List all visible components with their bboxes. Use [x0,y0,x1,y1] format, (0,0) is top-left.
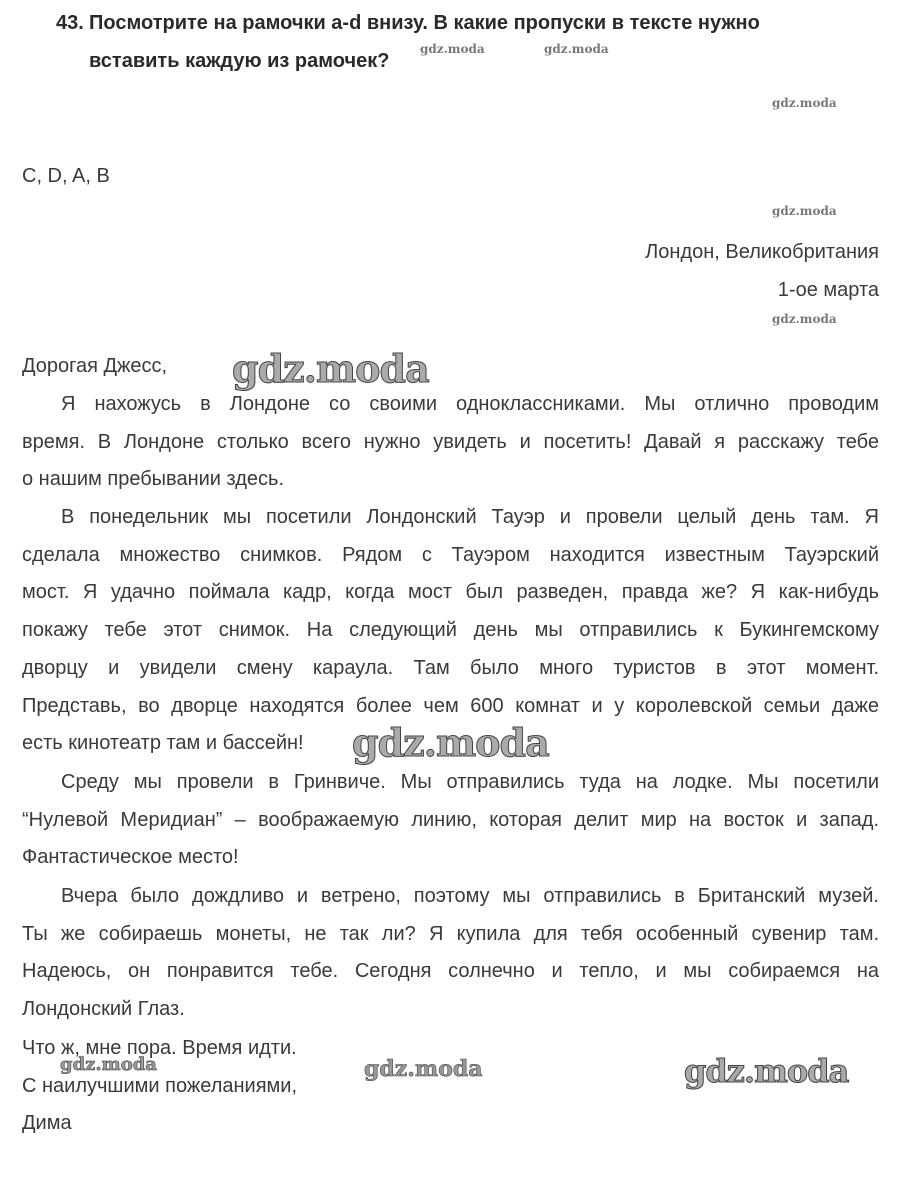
watermark: gdz.moda [60,1054,157,1075]
watermark: gdz.moda [772,312,837,326]
paragraph-line: “Нулевой Меридиан” – воображаемую линию, которая делит мир на восток и запад. [22,808,879,831]
letter-salutation: Дорогая Джесс, [22,355,168,377]
watermark: gdz.moda [684,1052,849,1090]
paragraph-line: Я нахожусь в Лондоне со своими одноклассниками. Мы отлично проводим [61,393,879,415]
watermark: gdz.moda [772,96,837,110]
paragraph-line: Надеюсь, он понравится тебе. Сегодня солнечно и тепло, и мы собираемся на [22,960,879,983]
paragraph-line: В понедельник мы посетили Лондонский Тауэр и провели целый день там. Я [61,506,879,528]
question-line-2: вставить каждую из рамочек? [89,50,390,72]
watermark: gdz.moda [420,42,485,56]
paragraph-line: Вчера было дождливо и ветрено, поэтому мы отправились в Британский музей. [61,885,879,907]
closing-line: Что ж, мне пора. Время идти. [22,1037,297,1059]
paragraph-line: мост. Я удачно поймала кадр, когда мост был разведен, правда же? Я как-нибудь [22,581,879,604]
paragraph-line: дворцу и увидели смену караула. Там было много туристов в этот момент. [22,656,879,679]
paragraph-line: покажу тебе этот снимок. На следующий день мы отправились к Букингемскому [22,619,879,642]
paragraph-line: сделала множество снимков. Рядом с Тауэром находится известным Тауэрский [22,543,879,566]
answer: C, D, A, B [22,165,110,187]
paragraph-line: время. В Лондоне столько всего нужно увидеть и посетить! Давай я расскажу тебе [22,430,879,453]
letter-place: Лондон, Великобритания [645,241,879,263]
watermark: gdz.moda [364,1056,483,1082]
paragraph-line: Фантастическое место! [22,846,239,869]
watermark: gdz.moda [232,346,429,391]
signature: Дима [22,1112,72,1134]
paragraph-line: есть кинотеатр там и бассейн! [22,732,304,755]
paragraph-line: Среду мы провели в Гринвиче. Мы отправились туда на лодке. Мы посетили [61,771,879,793]
watermark: gdz.moda [352,720,549,765]
question-number: 43. [56,12,84,34]
paragraph-line: о нашим пребывании здесь. [22,468,285,491]
paragraph-line: Представь, во дворце находятся более чем 600 комнат и у королевской семьи даже [22,694,879,717]
closing-line: С наилучшими пожеланиями, [22,1075,298,1097]
letter-date: 1-ое марта [777,279,879,301]
question-line-1: Посмотрите на рамочки a-d внизу. В какие пропуски в тексте нужно [89,12,760,34]
paragraph-line: Лондонский Глаз. [22,998,185,1021]
watermark: gdz.moda [544,42,609,56]
watermark: gdz.moda [772,204,837,218]
paragraph-line: Ты же собираешь монеты, не так ли? Я купила для тебя особенный сувенир там. [22,922,879,945]
